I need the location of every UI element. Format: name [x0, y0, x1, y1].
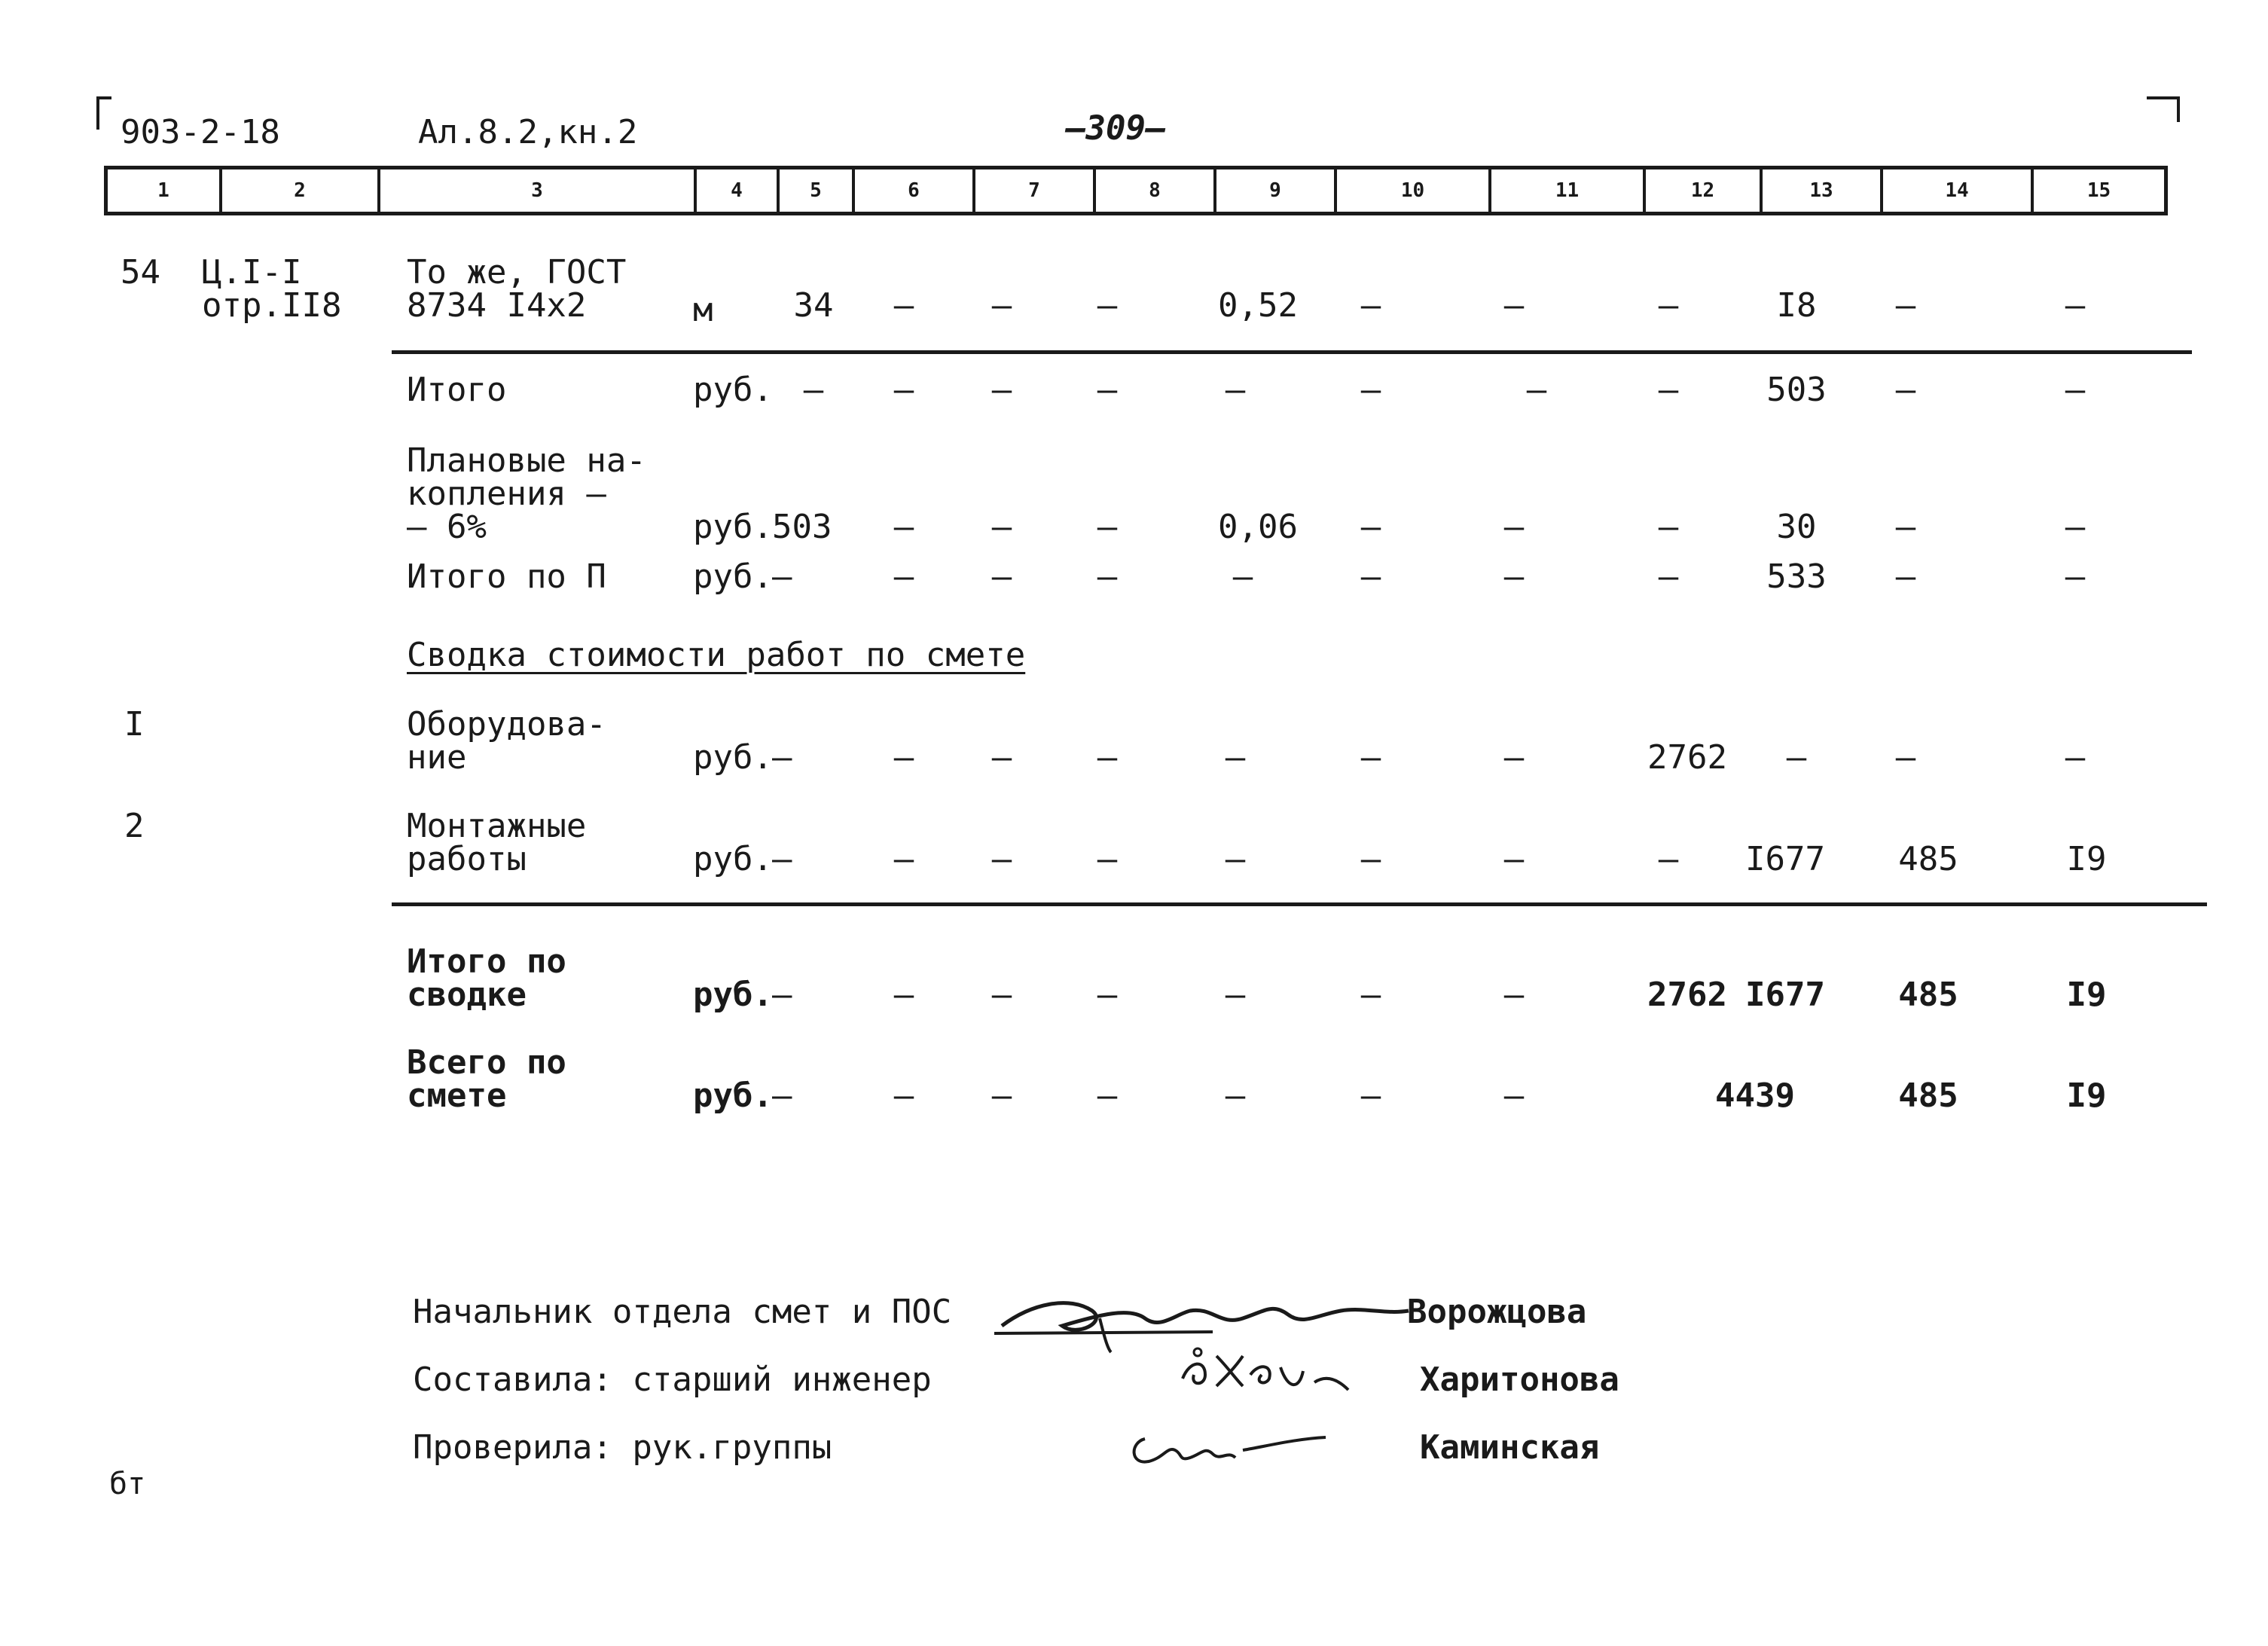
name-line-3: – 6% — [407, 508, 487, 546]
cell-9: – — [1232, 557, 1253, 596]
col-num-11: 11 — [1491, 169, 1646, 212]
cell-8: – — [1097, 557, 1118, 596]
cell-6: – — [893, 840, 914, 878]
cell-10: – — [1360, 840, 1381, 878]
unit: руб. — [693, 371, 773, 409]
cell-7: – — [991, 976, 1012, 1014]
cell-15: I9 — [2066, 1076, 2107, 1115]
cell-11: – — [1526, 371, 1547, 409]
cell-6: – — [893, 557, 914, 596]
cell-8: – — [1097, 840, 1118, 878]
name-line-2: ние — [407, 738, 467, 777]
cell-6: – — [893, 286, 914, 325]
cell-12: 2762 — [1647, 738, 1727, 777]
col-num-5: 5 — [780, 169, 855, 212]
cell-7: – — [991, 371, 1012, 409]
cell-9: – — [1225, 1076, 1246, 1115]
col-num-7: 7 — [975, 169, 1096, 212]
cell-15: – — [2065, 738, 2086, 777]
cell-13: 30 — [1776, 508, 1817, 546]
name-line-1: Монтажные — [407, 807, 587, 845]
cell-8: – — [1097, 508, 1118, 546]
unit: м — [693, 291, 713, 329]
cell-7: – — [991, 508, 1012, 546]
name-line-1: То же, ГОСТ — [407, 253, 627, 292]
cell-13: I677 — [1745, 840, 1825, 878]
cell-12: – — [1658, 508, 1679, 546]
cell-11: – — [1503, 1076, 1525, 1115]
col-num-14: 14 — [1883, 169, 2034, 212]
cell-11: – — [1503, 738, 1525, 777]
name-line-1: Плановые на- — [407, 441, 646, 480]
cell-11: – — [1503, 508, 1525, 546]
cell-10: – — [1360, 1076, 1381, 1115]
name-line-1: Итого по П — [407, 557, 606, 596]
cell-12: 2762 — [1647, 976, 1727, 1014]
signer-name-3: Каминская — [1420, 1428, 1600, 1467]
col-num-15: 15 — [2086, 179, 2111, 202]
album-ref: Ал.8.2,кн.2 — [418, 113, 638, 151]
col-num-12: 12 — [1646, 169, 1763, 212]
cell-9: – — [1225, 840, 1246, 878]
cell-13: I8 — [1776, 286, 1817, 325]
divider-rule — [392, 350, 2192, 354]
col-num-13: 13 — [1763, 169, 1883, 212]
cell-7: – — [991, 738, 1012, 777]
cell-14: – — [1895, 557, 1916, 596]
footer-mark: бт — [109, 1467, 146, 1501]
cell-15: – — [2065, 508, 2086, 546]
cell-11: – — [1503, 286, 1525, 325]
name-line-2: сводке — [407, 976, 527, 1014]
handwritten-signature-2 — [1175, 1345, 1356, 1397]
cell-13: 533 — [1766, 557, 1827, 596]
cell-8: – — [1097, 976, 1118, 1014]
cell-11: – — [1503, 976, 1525, 1014]
cell-15: – — [2065, 371, 2086, 409]
cell-8: – — [1097, 286, 1118, 325]
cell-12: – — [1658, 840, 1679, 878]
signer-role-1: Начальник отдела смет и ПОС — [413, 1293, 952, 1331]
cell-15: I9 — [2066, 976, 2107, 1014]
ref-line-2: отр.II8 — [202, 286, 342, 325]
signer-name-1: Ворожцова — [1407, 1293, 1587, 1331]
row-num: 2 — [124, 807, 145, 845]
name-line-1: Итого — [407, 371, 507, 409]
cell-9: 0,06 — [1218, 508, 1298, 546]
cell-8: – — [1097, 738, 1118, 777]
cell-7: – — [991, 286, 1012, 325]
cell-14: 485 — [1898, 1076, 1958, 1115]
cell-14: – — [1895, 738, 1916, 777]
cell-15: – — [2065, 557, 2086, 596]
cell-10: – — [1360, 371, 1381, 409]
cell-10: – — [1360, 738, 1381, 777]
cell-15: – — [2065, 286, 2086, 325]
cell-14: – — [1895, 371, 1916, 409]
cell-12: – — [1658, 557, 1679, 596]
name-line-1: Оборудова- — [407, 705, 606, 744]
name-line-2: 8734 I4x2 — [407, 286, 587, 325]
col-num-2: 2 — [222, 169, 380, 212]
corner-mark-right — [2147, 96, 2180, 122]
cell-13: – — [1786, 738, 1807, 777]
unit: руб. — [693, 976, 773, 1014]
divider-rule — [392, 902, 2207, 906]
cell-7: – — [991, 557, 1012, 596]
column-number-bar — [104, 166, 2168, 215]
col-num-8: 8 — [1096, 169, 1216, 212]
ref-line-1: Ц.I-I — [202, 253, 302, 292]
col-num-10: 10 — [1337, 169, 1491, 212]
cell-5: – — [772, 840, 792, 878]
cell-14: – — [1895, 286, 1916, 325]
cell-5: – — [772, 557, 792, 596]
cell-7: – — [991, 840, 1012, 878]
name-line-1: Итого по — [407, 942, 566, 981]
cell-5: – — [772, 976, 792, 1014]
unit: руб. — [693, 1076, 773, 1115]
cell-9: – — [1225, 371, 1246, 409]
corner-mark-left — [96, 96, 111, 130]
col-num-1: 1 — [108, 169, 222, 212]
unit: руб. — [693, 508, 773, 546]
name-line-2: работы — [407, 840, 527, 878]
cell-5: – — [803, 371, 824, 409]
handwritten-signature-3 — [1122, 1416, 1333, 1477]
name-line-2: смете — [407, 1076, 507, 1115]
cell-10: – — [1360, 286, 1381, 325]
cell-15: I9 — [2066, 840, 2107, 878]
row-num: I — [124, 705, 145, 744]
cell-11: – — [1503, 557, 1525, 596]
cell-14: 485 — [1898, 840, 1958, 878]
cell-9: 0,52 — [1218, 286, 1298, 325]
cell-6: – — [893, 976, 914, 1014]
cell-12: – — [1658, 286, 1679, 325]
cell-14: 485 — [1898, 976, 1958, 1014]
cell-5: 34 — [793, 286, 834, 325]
cell-9: – — [1225, 738, 1246, 777]
cell-8: – — [1097, 1076, 1118, 1115]
cell-6: – — [893, 371, 914, 409]
summary-title: Сводка стоимости работ по смете — [407, 636, 1026, 674]
cell-14: – — [1895, 508, 1916, 546]
cell-10: – — [1360, 508, 1381, 546]
col-num-4: 4 — [697, 169, 780, 212]
cell-9: – — [1225, 976, 1246, 1014]
row-num: 54 — [121, 253, 160, 292]
cell-5: 503 — [772, 508, 832, 546]
page-number: —309— — [1066, 109, 1166, 148]
signer-role-2: Составила: старший инженер — [413, 1360, 932, 1399]
cell-13: 4439 — [1715, 1076, 1795, 1115]
unit: руб. — [693, 840, 773, 878]
signer-role-3: Проверила: рук.группы — [413, 1428, 832, 1467]
cell-8: – — [1097, 371, 1118, 409]
name-line-2: копления – — [407, 475, 606, 513]
cell-6: – — [893, 1076, 914, 1115]
unit: руб. — [693, 738, 773, 777]
cell-10: – — [1360, 557, 1381, 596]
cell-13: I677 — [1745, 976, 1825, 1014]
name-line-1: Всего по — [407, 1043, 566, 1082]
col-num-9: 9 — [1216, 169, 1337, 212]
signer-name-2: Харитонова — [1420, 1360, 1619, 1399]
doc-code: 903-2-18 — [121, 113, 280, 151]
cell-13: 503 — [1766, 371, 1827, 409]
unit: руб. — [693, 557, 773, 596]
cell-12: – — [1658, 371, 1679, 409]
col-num-6: 6 — [855, 169, 975, 212]
cell-6: – — [893, 508, 914, 546]
cell-5: – — [772, 1076, 792, 1115]
cell-7: – — [991, 1076, 1012, 1115]
cell-11: – — [1503, 840, 1525, 878]
cell-6: – — [893, 738, 914, 777]
cell-10: – — [1360, 976, 1381, 1014]
cell-5: – — [772, 738, 792, 777]
col-num-3: 3 — [380, 169, 697, 212]
handwritten-signature-1 — [987, 1273, 1416, 1356]
